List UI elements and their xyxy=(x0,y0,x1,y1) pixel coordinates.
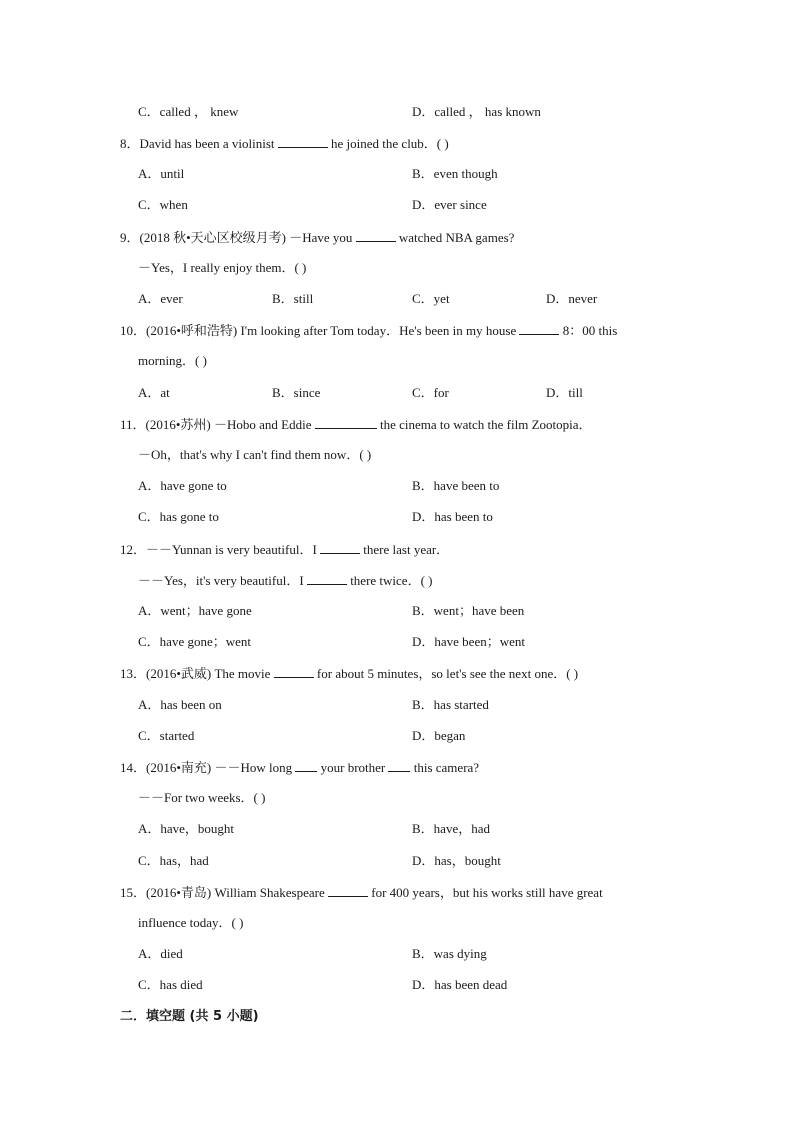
q12-option-c: C．have gone；went xyxy=(138,634,252,649)
q13-stem-part2: for about 5 minutes，so let's see the next one．( ) xyxy=(316,666,579,681)
q14-reply: －－For two weeks．( ) xyxy=(138,790,266,805)
q13-option-d: D．began xyxy=(412,728,466,743)
q8-option-a: A．until xyxy=(138,166,185,181)
q14-option-b: B．have，had xyxy=(412,821,490,836)
q10-stem xyxy=(120,322,617,339)
q10-option-c: C．for xyxy=(412,385,449,400)
q14-stem-part2: your brother xyxy=(320,760,386,775)
q14-stem-part1: 14．(2016•南充) －－How long xyxy=(120,760,293,775)
q10-stem-part2: 8：00 this xyxy=(562,323,618,338)
q15-stem-part1: 15．(2016•青岛) William Shakespeare xyxy=(120,885,325,900)
q12-stem-part2: there last year． xyxy=(363,542,450,557)
q8-option-c: C．when xyxy=(138,197,188,212)
q10-stem-continued: morning．( ) xyxy=(138,353,207,368)
q15-option-b: B．was dying xyxy=(412,946,487,961)
q11-stem xyxy=(120,416,592,433)
q14-stem-part3: this camera? xyxy=(413,760,480,775)
q11-option-a: A．have gone to xyxy=(138,478,227,493)
q9-option-a: A．ever xyxy=(138,291,183,306)
q15-stem-part2: for 400 years，but his works still have great xyxy=(371,885,603,900)
q11-reply: －Oh，that's why I can't find them now．( ) xyxy=(138,447,372,462)
q13-stem-part1: 13．(2016•武威) The movie xyxy=(120,666,271,681)
q8-option-d: D．ever since xyxy=(412,197,487,212)
q8-blank xyxy=(278,135,328,148)
q14-option-d: D．has，bought xyxy=(412,853,501,868)
q12-option-a: A．went；have gone xyxy=(138,603,252,618)
q8-stem xyxy=(120,135,449,152)
q11-stem-part1: 11．(2016•苏州) －Hobo and Eddie xyxy=(120,417,312,432)
q14-option-a: A．have，bought xyxy=(138,821,235,836)
q15-option-d: D．has been dead xyxy=(412,977,508,992)
q13-option-a: A．has been on xyxy=(138,697,222,712)
q13-option-c: C．started xyxy=(138,728,195,743)
q9-option-b: B．still xyxy=(272,291,314,306)
q9-stem-part2: watched NBA games? xyxy=(398,230,515,245)
q8-stem-part1: 8．David has been a violinist xyxy=(120,136,275,151)
q7-option-c: C．called ， knew xyxy=(138,104,239,119)
q11-option-b: B．have been to xyxy=(412,478,500,493)
q11-blank xyxy=(315,416,377,429)
q14-stem xyxy=(120,759,479,776)
q15-blank xyxy=(328,884,368,897)
q11-option-d: D．has been to xyxy=(412,509,493,524)
q9-option-c: C．yet xyxy=(412,291,450,306)
q10-option-d: D．till xyxy=(546,385,583,400)
q12-option-b: B．went；have been xyxy=(412,603,525,618)
q15-option-c: C．has died xyxy=(138,977,203,992)
q9-option-d: D．never xyxy=(546,291,598,306)
q15-stem-continued: influence today．( ) xyxy=(138,915,244,930)
q9-blank xyxy=(356,229,396,242)
q7-option-d: D．called ， has known xyxy=(412,104,541,119)
q9-stem xyxy=(120,229,514,246)
q8-option-b: B．even though xyxy=(412,166,498,181)
q15-option-a: A．died xyxy=(138,946,183,961)
q12-reply-part2: there twice．( ) xyxy=(350,573,433,588)
q14-blank-1 xyxy=(295,759,317,772)
q12-blank-1 xyxy=(320,541,360,554)
q8-stem-part2: he joined the club．( ) xyxy=(331,136,449,151)
q12-blank-2 xyxy=(307,572,347,585)
q11-stem-part2: the cinema to watch the film Zootopia． xyxy=(379,417,592,432)
q14-blank-2 xyxy=(388,759,410,772)
q10-option-a: A．at xyxy=(138,385,170,400)
q11-option-c: C．has gone to xyxy=(138,509,219,524)
q12-stem-part1: 12．－－Yunnan is very beautiful．I xyxy=(120,542,317,557)
q10-option-b: B．since xyxy=(272,385,321,400)
q13-option-b: B．has started xyxy=(412,697,489,712)
q10-blank xyxy=(519,322,559,335)
q12-option-d: D．have been；went xyxy=(412,634,525,649)
q9-reply: －Yes，I really enjoy them．( ) xyxy=(138,260,307,275)
q12-stem xyxy=(120,541,449,558)
q13-blank xyxy=(274,665,314,678)
q9-stem-part1: 9．(2018 秋•天心区校级月考) －Have you xyxy=(120,230,353,245)
q14-option-c: C．has，had xyxy=(138,853,209,868)
q10-stem-part1: 10．(2016•呼和浩特) I'm looking after Tom today．He's been in my house xyxy=(120,323,517,338)
q15-stem xyxy=(120,884,603,901)
q13-stem xyxy=(120,665,578,682)
section-heading-fill-in: 二．填空题 (共 5 小题) xyxy=(120,1009,259,1024)
q12-reply xyxy=(138,572,432,589)
q12-reply-part1: －－Yes，it's very beautiful．I xyxy=(138,573,304,588)
